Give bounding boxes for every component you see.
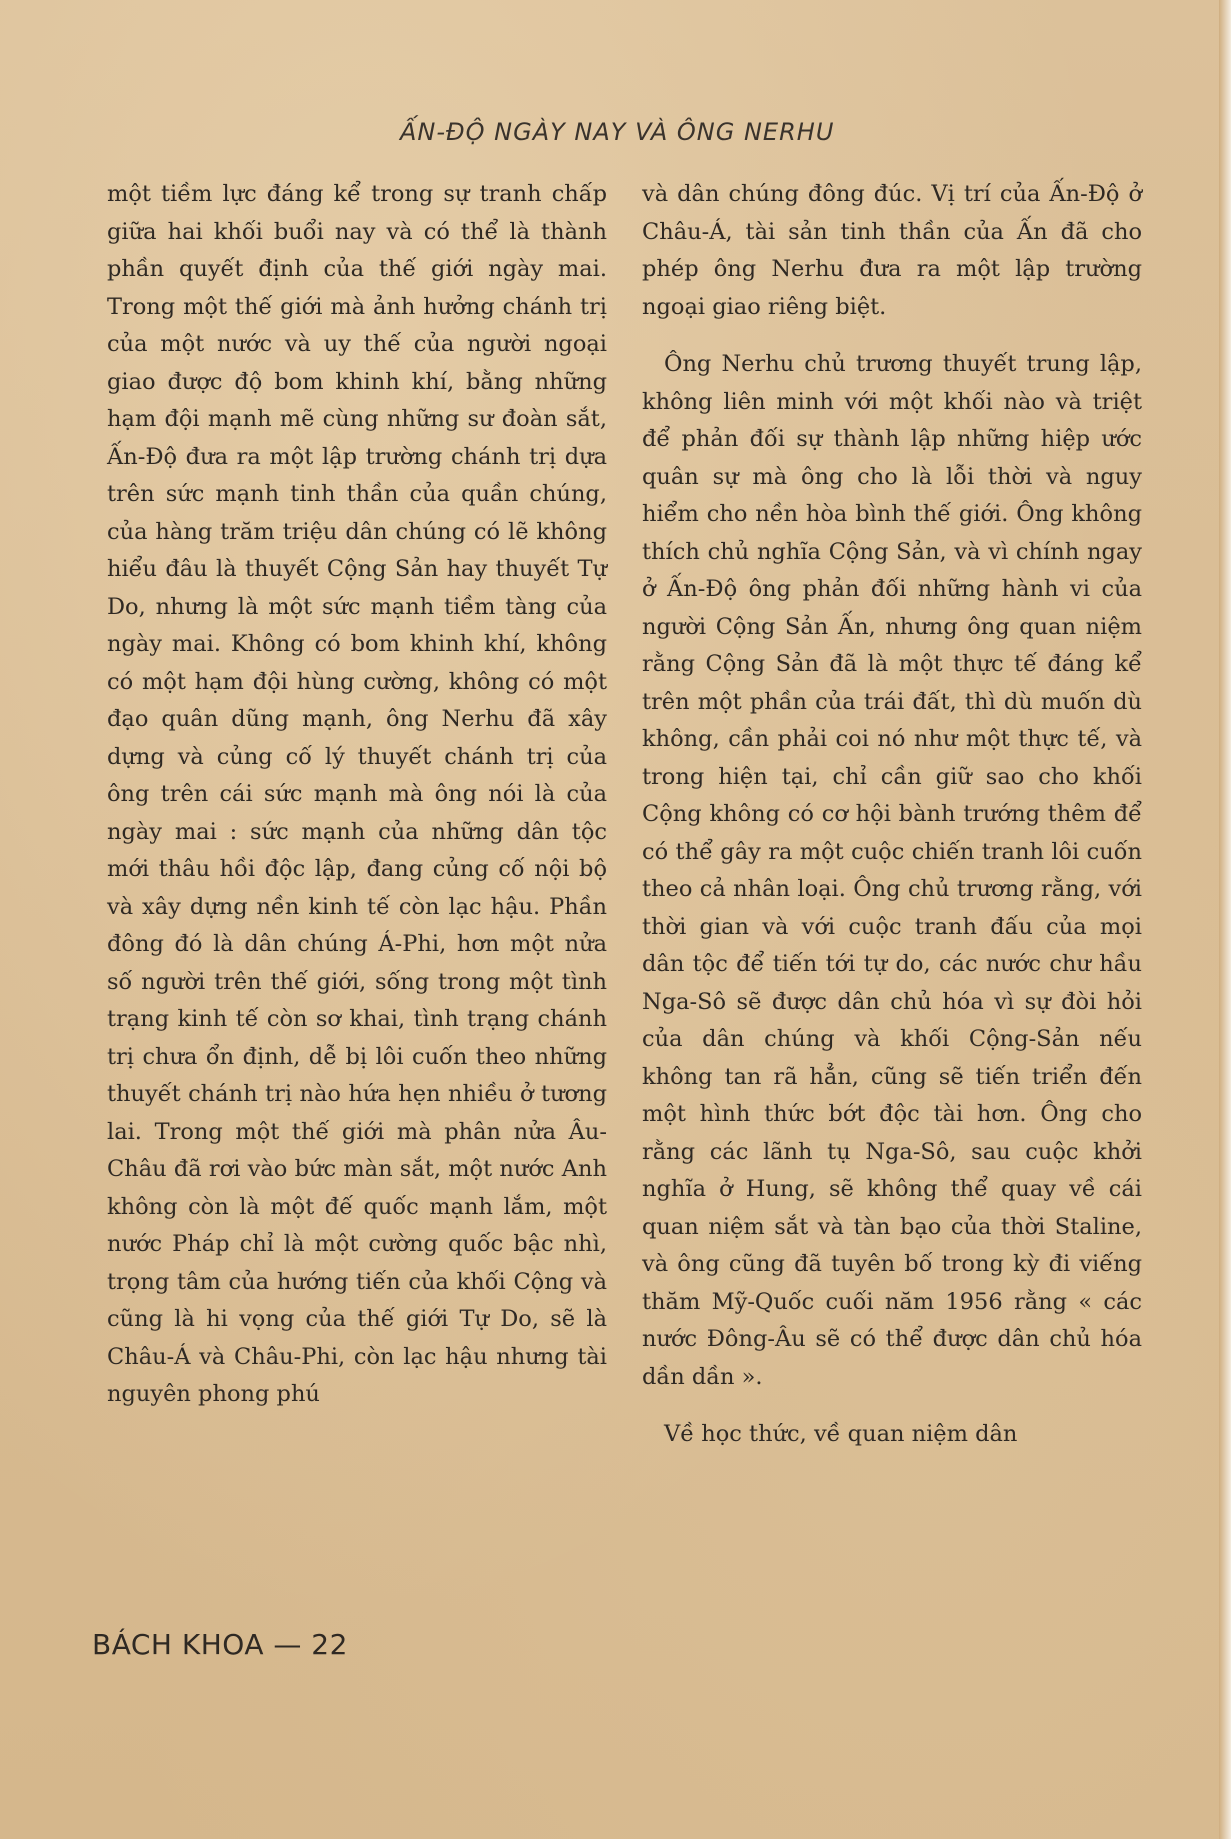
page-edge — [1219, 0, 1231, 1839]
right-paragraph-2: Ông Nerhu chủ trương thuyết trung lập, không liên minh với một khối nào và triệt để phản đối sự thành lập những hiệp ước quân sự mà ông cho là lỗi thời và nguy hiểm cho nền hòa bình thế giới. Ông không thích chủ nghĩa Cộng Sản, và vì chính ngay ở Ấn-Độ ông phản đối những hành vi của người Cộng Sản Ấn, nhưng ông quan niệm rằng Cộng Sản đã là một thực tế đáng kể trên một phần của trái đất, thì dù muốn dù không, cần phải coi nó như một thực tế, và trong hiện tại, chỉ cần giữ sao cho khối Cộng không có cơ hội bành trướng thêm để có thể gây ra một cuộc chiến tranh lôi cuốn theo cả nhân loại. Ông chủ trương rằng, với thời gian và với cuộc tranh đấu của mọi dân tộc để tiến tới tự do, các nước chư hầu Nga-Sô sẽ được dân chủ hóa vì sự đòi hỏi của dân chúng và khối Cộng-Sản nếu không tan rã hẳn, cũng sẽ tiến triển đến một hình thức bớt độc tài hơn. Ông cho rằng các lãnh tụ Nga-Sô, sau cuộc khởi nghĩa ở Hung, sẽ không thể quay về cái quan niệm sắt và tàn bạo của thời Staline, và ông cũng đã tuyên bố trong kỳ đi viếng thăm Mỹ-Quốc cuối năm 1956 rằng « các nước Đông-Âu sẽ có thể được dân chủ hóa dần dần ». — [642, 351, 1142, 1390]
left-column — [107, 176, 607, 1414]
page-footer: BÁCH KHOA — 22 — [92, 1628, 348, 1661]
left-paragraph-1: một tiềm lực đáng kể trong sự tranh chấp giữa hai khối buổi nay và có thể là thành phần quyết định của thế giới ngày mai. Trong một thế giới mà ảnh hưởng chánh trị của một nước và uy thế của người ngoại giao được độ bom khinh khí, bằng những hạm đội mạnh mẽ cùng những sư đoàn sắt, Ấn-Độ đưa ra một lập trường chánh trị dựa trên sức mạnh tinh thần của quần chúng, của hàng trăm triệu dân chúng có lẽ không hiểu đâu là thuyết Cộng Sản hay thuyết Tự Do, nhưng là một sức mạnh tiềm tàng của ngày mai. Không có bom khinh khí, không có một hạm đội hùng cường, không có một đạo quân dũng mạnh, ông Nerhu đã xây dựng và củng cố lý thuyết chánh trị của ông trên cái sức mạnh mà ông nói là của ngày mai : sức mạnh của những dân tộc mới thâu hồi độc lập, đang củng cố nội bộ và xây dựng nền kinh tế còn lạc hậu. Phần đông đó là dân chúng Á-Phi, hơn một nửa số người trên thế giới, sống trong một tình trạng kinh tế còn sơ khai, tình trạng chánh trị chưa ổn định, dễ bị lôi cuốn theo những thuyết chánh trị nào hứa hẹn nhiều ở tương lai. Trong một thế giới mà phân nửa Âu-Châu đã rơi vào bức màn sắt, một nước Anh không còn là một đế quốc mạnh lắm, một nước Pháp chỉ là một cường quốc bậc nhì, trọng tâm của hướng tiến của khối Cộng và cũng là hi vọng của thế giới Tự Do, sẽ là Châu-Á và Châu-Phi, còn lạc hậu nhưng tài nguyên phong phú — [107, 181, 607, 1407]
running-title: ẤN-ĐỘ NGÀY NAY VÀ ÔNG NERHU — [400, 118, 835, 146]
right-paragraph-1: và dân chúng đông đúc. Vị trí của Ấn-Độ ở Châu-Á, tài sản tinh thần của Ấn đã cho phép ông Nerhu đưa ra một lập trường ngoại giao riêng biệt. — [642, 181, 1142, 320]
right-column — [642, 176, 1142, 1454]
right-paragraph-3: Về học thức, về quan niệm dân — [664, 1421, 1018, 1447]
